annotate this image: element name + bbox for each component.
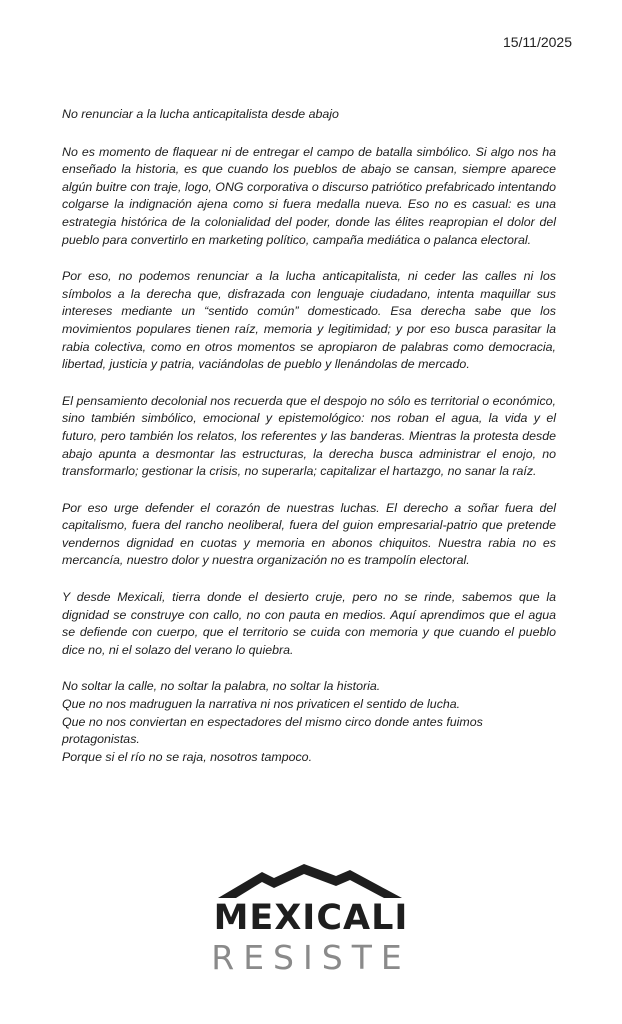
- paragraph-4: Por eso urge defender el corazón de nuestras luchas. El derecho a soñar fuera del capitalismo, fuera del rancho neoliberal, fuera del guion empresarial-patrio que pretende vendernos dignidad en cuotas y memoria en abonos chiquitos. Nuestra rabia no es mercancía, nuestro dolor y nuestra organización no es trampolín electoral.: [62, 500, 556, 568]
- logo-text-resiste: RESISTE: [211, 938, 411, 977]
- closing-line-4: Porque si el río no se raja, nosotros tampoco.: [62, 749, 313, 764]
- mexicali-resiste-logo: [200, 858, 422, 998]
- closing-line-1: No soltar la calle, no soltar la palabra, no soltar la historia.: [62, 679, 381, 694]
- logo-text-mexicali: MEXICALI: [213, 898, 409, 938]
- date: 15/11/2025: [502, 34, 572, 50]
- letter-body: [62, 106, 556, 766]
- letter-title: No renunciar a la lucha anticapitalista desde abajo: [62, 107, 339, 121]
- paragraph-3: El pensamiento decolonial nos recuerda que el despojo no sólo es territorial o económico, sino también simbólico, emocional y epistemológico: nos roban el agua, la vida y el futuro, pero también los relatos, los referentes y las banderas. Mientras la protesta desde abajo apunta a desmontar las estructuras, la derecha busca administrar el enojo, no transformarlo; gestionar la crisis, no superarla; capitalizar el hartazgo, no sanar la raíz.: [62, 393, 556, 479]
- closing-line-3: Que no nos conviertan en espectadores del mismo circo donde antes fuimos protagonistas.: [62, 714, 483, 747]
- closing-lines: [62, 678, 556, 766]
- paragraph-1: No es momento de flaquear ni de entregar el campo de batalla simbólico. Si algo nos ha enseñado la historia, es que cuando los pueblos de abajo se cansan, siempre aparece algún buitre con traje, logo, ONG corporativa o discurso patriótico prefabricado intentando colgarse la indignación ajena como si fuera medalla nueva. Eso no es casual: es una estrategia histórica de la colonialidad del poder, donde las élites reapropian el dolor del pueblo para convertirlo en marketing político, campaña mediática o palanca electoral.: [62, 144, 556, 247]
- paragraph-5: Y desde Mexicali, tierra donde el desierto cruje, pero no se rinde, sabemos que la dignidad se construye con callo, no con pauta en medios. Aquí aprendimos que el agua se defiende con cuerpo, que el territorio se cuida con memoria y que cuando el pueblo dice no, ni el solazo del verano lo quiebra.: [62, 590, 556, 657]
- closing-line-2: Que no nos madruguen la narrativa ni nos privaticen el sentido de lucha.: [62, 697, 461, 712]
- paragraph-2: Por eso, no podemos renunciar a la lucha anticapitalista, ni ceder las calles ni los símbolos a la derecha que, disfrazada con lenguaje ciudadano, intenta maquillar sus intereses mediante un “sentido común” domesticado. Esa derecha sabe que los movimientos populares tienen raíz, memoria y legitimidad; y por eso busca parasitar la rabia colectiva, como en otros momentos se apropiaron de palabras como democracia, libertad, justicia y patria, vaciándolas de pueblo y llenándolas de mercado.: [62, 269, 556, 372]
- mountain-icon: [218, 862, 402, 900]
